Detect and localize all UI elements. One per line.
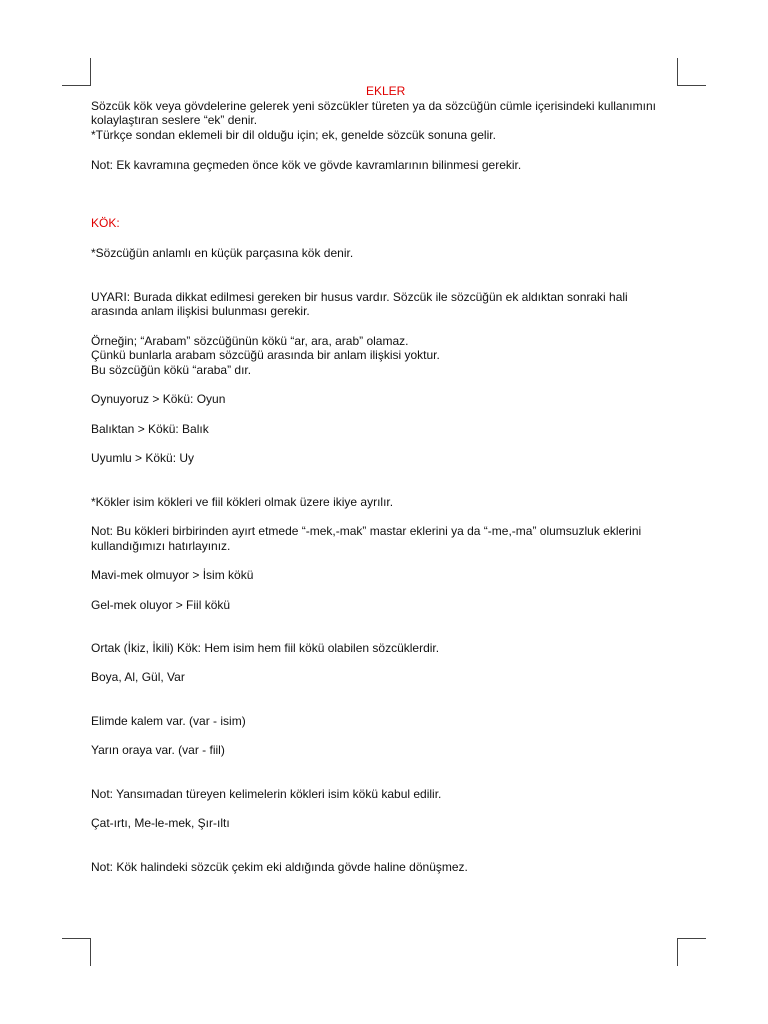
example-var-isim: Elimde kalem var. (var - isim): [91, 714, 246, 728]
crop-mark-tl-v: [90, 58, 91, 86]
note-mastar-line-1: Not: Bu kökleri birbirinden ayırt etmede “-mek,-mak” mastar eklerini ya da “-me,-ma” olumsuzluk eklerini: [91, 524, 642, 538]
intro-line-3: *Türkçe sondan eklemeli bir dil olduğu için; ek, genelde sözcük sonuna gelir.: [91, 128, 496, 142]
example-oynuyoruz: Oynuyoruz > Kökü: Oyun: [91, 392, 226, 406]
kok-types: *Kökler isim kökleri ve fiil kökleri olmak üzere ikiye ayrılır.: [91, 495, 394, 509]
section-heading-kok: KÖK:: [91, 216, 120, 230]
example-yansima: Çat-ırtı, Me-le-mek, Şır-ıltı: [91, 816, 230, 830]
example-line-2: Çünkü bunlarla arabam sözcüğü arasında bir anlam ilişkisi yoktur.: [91, 348, 440, 362]
crop-mark-br-v: [677, 938, 678, 966]
example-mavi: Mavi-mek olmuyor > İsim kökü: [91, 568, 254, 582]
example-line-3: Bu sözcüğün kökü “araba” dır.: [91, 363, 252, 377]
crop-mark-bl-h: [62, 938, 91, 939]
warning-line-2: arasında anlam ilişkisi bulunması gerekir.: [91, 304, 310, 318]
example-var-fiil: Yarın oraya var. (var - fiil): [91, 743, 225, 757]
example-gel: Gel-mek oluyor > Fiil kökü: [91, 598, 231, 612]
crop-mark-bl-v: [90, 938, 91, 966]
note-mastar-line-2: kullandığımızı hatırlayınız.: [91, 539, 231, 553]
example-baliktan: Balıktan > Kökü: Balık: [91, 422, 209, 436]
warning-line-1: UYARI: Burada dikkat edilmesi gereken bir husus vardır. Sözcük ile sözcüğün ek aldıktan sonraki hali: [91, 290, 628, 304]
crop-mark-tr-v: [677, 58, 678, 86]
example-line-1: Örneğin; “Arabam” sözcüğünün kökü “ar, ara, arab” olamaz.: [91, 334, 409, 348]
kok-definition: *Sözcüğün anlamlı en küçük parçasına kök denir.: [91, 246, 354, 260]
crop-mark-tr-h: [677, 85, 706, 86]
intro-line-2: kolaylaştıran seslere “ek” denir.: [91, 113, 258, 127]
page-title: EKLER: [366, 84, 406, 98]
note-yansima: Not: Yansımadan türeyen kelimelerin kökleri isim kökü kabul edilir.: [91, 787, 442, 801]
crop-mark-tl-h: [62, 85, 91, 86]
crop-mark-br-h: [677, 938, 706, 939]
intro-line-1: Sözcük kök veya gövdelerine gelerek yeni sözcükler türeten ya da sözcüğün cümle içerisindeki kullanımını: [91, 99, 656, 113]
note-ek: Not: Ek kavramına geçmeden önce kök ve gövde kavramlarının bilinmesi gerekir.: [91, 158, 522, 172]
note-cekim: Not: Kök halindeki sözcük çekim eki aldığında gövde haline dönüşmez.: [91, 860, 468, 874]
ortak-kok-list: Boya, Al, Gül, Var: [91, 670, 185, 684]
ortak-kok-definition: Ortak (İkiz, İkili) Kök: Hem isim hem fiil kökü olabilen sözcüklerdir.: [91, 641, 440, 655]
example-uyumlu: Uyumlu > Kökü: Uy: [91, 451, 195, 465]
